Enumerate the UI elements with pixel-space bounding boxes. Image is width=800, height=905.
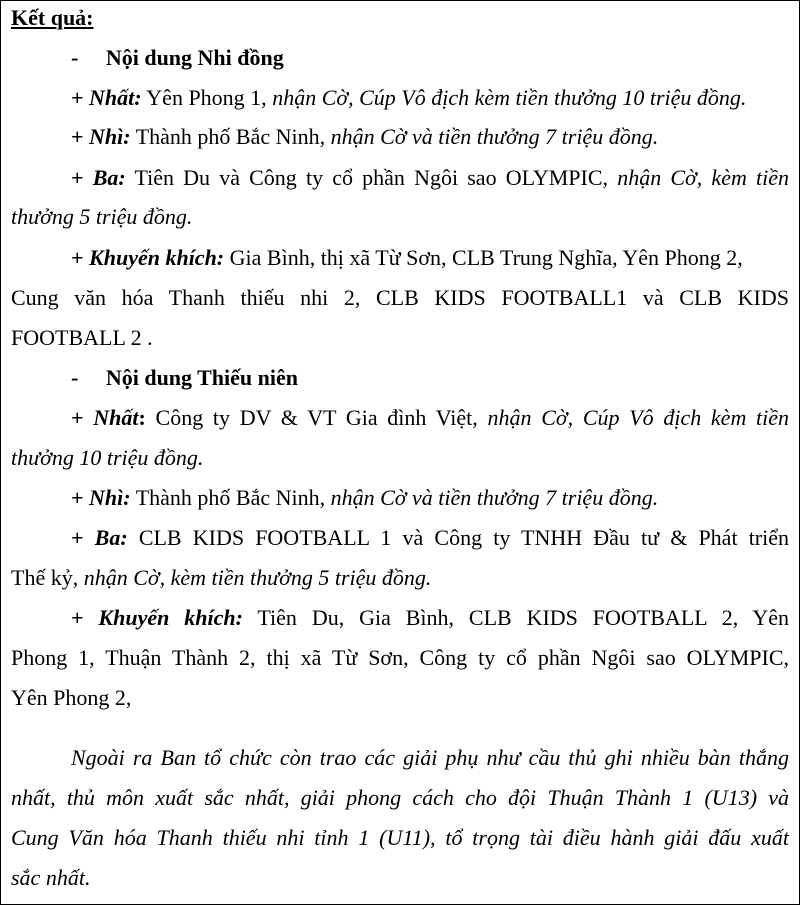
prize-desc: nhận Cờ, kèm tiền bbox=[617, 165, 789, 190]
prize-label: Nhất: bbox=[89, 85, 142, 110]
thieu-nien-second-line: + Nhì: Thành phố Bắc Ninh, nhận Cờ và tiền thưởng 7 triệu đồng. bbox=[71, 485, 659, 510]
prize-desc: nhận Cờ, Cúp Vô địch kèm tiền thưởng 10 triệu đồng. bbox=[272, 85, 747, 110]
team-name: Yên Phong 1, bbox=[146, 85, 267, 110]
closing-line-1: Ngoài ra Ban tổ chức còn trao các giải phụ như cầu thủ ghi nhiều bàn thắng bbox=[71, 745, 789, 770]
nhi-dong-second-line: + Nhì: Thành phố Bắc Ninh, nhận Cờ và tiền thưởng 7 triệu đồng. bbox=[71, 124, 659, 149]
nhi-dong-first-line: + Nhất: Yên Phong 1, nhận Cờ, Cúp Vô địch kèm tiền thưởng 10 triệu đồng. bbox=[71, 85, 747, 110]
nhi-dong-encouragement-line: + Khuyến khích: Gia Bình, thị xã Từ Sơn, CLB Trung Nghĩa, Yên Phong 2, bbox=[71, 245, 743, 270]
thieu-nien-first-line: + Nhất: Công ty DV & VT Gia đình Việt, nhận Cờ, Cúp Vô địch kèm tiền bbox=[71, 405, 790, 430]
prize-label: Ba: bbox=[92, 165, 126, 190]
section-title-nhi-dong: - Nội dung Nhi đồng bbox=[71, 45, 284, 70]
team-name: Tiên Du và Công ty cổ phần Ngôi sao OLYMPIC, bbox=[134, 165, 609, 190]
prize-label: Nhất bbox=[93, 405, 139, 430]
thieu-nien-third-line-cont bbox=[11, 565, 799, 591]
prize-desc: nhận Cờ và tiền thưởng 7 triệu đồng. bbox=[330, 124, 659, 149]
section-title-text: Nội dung Thiếu niên bbox=[105, 365, 299, 390]
thieu-nien-third-line: + Ba: CLB KIDS FOOTBALL 1 và Công ty TNHH Đầu tư & Phát triển bbox=[71, 525, 790, 550]
team-name: Thành phố Bắc Ninh, bbox=[135, 124, 326, 149]
nhi-dong-encouragement-line-2: Cung văn hóa Thanh thiếu nhi 2, CLB KIDS FOOTBALL1 và CLB KIDS bbox=[11, 285, 789, 310]
section-title-text: Nội dung Nhi đồng bbox=[105, 45, 284, 70]
closing-line-4: sắc nhất. bbox=[11, 865, 91, 890]
prize-label: Khuyến khích: bbox=[89, 245, 225, 270]
closing-line-2: nhất, thủ môn xuất sắc nhất, giải phong cách cho đội Thuận Thành 1 (U13) và bbox=[11, 785, 789, 810]
nhi-dong-third-line-cont: thưởng 5 triệu đồng. bbox=[11, 204, 193, 229]
prize-desc: nhận Cờ, Cúp Vô địch kèm tiền bbox=[487, 405, 790, 430]
closing-line-3: Cung Văn hóa Thanh thiếu nhi tỉnh 1 (U11), tổ trọng tài điều hành giải đấu xuất bbox=[11, 825, 789, 850]
prize-label: Ba: bbox=[94, 525, 128, 550]
nhi-dong-third-line: + Ba: Tiên Du và Công ty cổ phần Ngôi sao OLYMPIC, nhận Cờ, kèm tiền bbox=[71, 165, 789, 190]
thieu-nien-first-line-cont: thưởng 10 triệu đồng. bbox=[11, 445, 204, 470]
team-name: CLB KIDS FOOTBALL 1 và Công ty TNHH Đầu tư & Phát triển bbox=[138, 525, 790, 550]
team-name: Thế kỷ, bbox=[11, 565, 79, 590]
thieu-nien-encouragement-line-2: Phong 1, Thuận Thành 2, thị xã Từ Sơn, Công ty cổ phần Ngôi sao OLYMPIC, bbox=[11, 645, 789, 670]
prize-label: Nhì: bbox=[89, 124, 131, 149]
thieu-nien-encouragement-line-3: Yên Phong 2, bbox=[11, 685, 132, 710]
team-name: Công ty DV & VT Gia đình Việt, bbox=[155, 405, 478, 430]
prize-desc: nhận Cờ và tiền thưởng 7 triệu đồng. bbox=[330, 485, 659, 510]
prize-label: Nhì: bbox=[89, 485, 131, 510]
prize-desc: nhận Cờ, kèm tiền thưởng 5 triệu đồng. bbox=[83, 565, 432, 590]
section-title-thieu-nien: - Nội dung Thiếu niên bbox=[71, 365, 299, 390]
team-list: Tiên Du, Gia Bình, CLB KIDS FOOTBALL 2, Yên bbox=[257, 605, 789, 630]
team-list: Gia Bình, thị xã Từ Sơn, CLB Trung Nghĩa, Yên Phong 2, bbox=[229, 245, 743, 270]
nhi-dong-encouragement-line-3: FOOTBALL 2 . bbox=[11, 325, 153, 350]
thieu-nien-encouragement-line: + Khuyến khích: Tiên Du, Gia Bình, CLB KIDS FOOTBALL 2, Yên bbox=[71, 605, 789, 630]
prize-label: Khuyến khích: bbox=[98, 605, 243, 630]
team-name: Thành phố Bắc Ninh, bbox=[135, 485, 326, 510]
results-heading: Kết quả: bbox=[11, 5, 94, 30]
